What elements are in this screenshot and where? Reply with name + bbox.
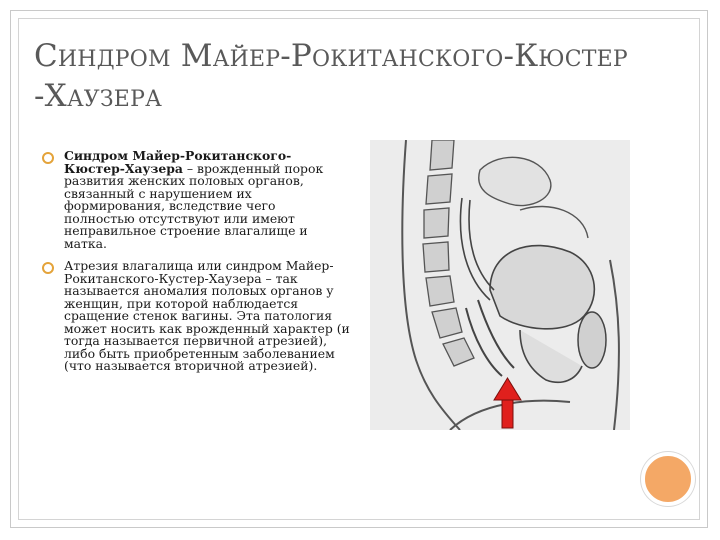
bullet-text [64, 260, 350, 373]
anatomy-illustration [370, 140, 630, 430]
bullet-circle-icon [42, 152, 54, 164]
bullet-body: Атрезия влагалища или синдром Майер-Рокитанского-Кустер-Хаузера – так называется аномалия половых органов у женщин, при которой наблюдается сращение стенок вагины. Эта патология может носить как врожденный характер (и тогда называется первичной атрезией), либо быть приобретенным заболеванием (что называется вторичной атрезией). [64, 258, 350, 373]
bullet-item [40, 150, 350, 250]
bullet-body: – врожденный порок развития женских половых органов, связанный с нарушением их формирования, вследствие чего полностью отсутствуют или имеют неправильное строение влагалище и матка. [64, 160, 324, 251]
bullet-bold-term: Синдром Майер-Рокитанского-Кюстер-Хаузера [64, 148, 292, 176]
slide-title-line-1: Синдром Майер-Рокитанского-Кюстер [34, 38, 628, 74]
slide-title [34, 36, 654, 116]
slide-title-line-2: -Хаузера [34, 78, 162, 114]
bullet-list [40, 150, 350, 383]
bullet-item [40, 260, 350, 373]
bullet-text [64, 150, 350, 250]
bullet-circle-icon [42, 262, 54, 274]
decorative-orange-circle [641, 452, 695, 506]
anatomy-sagittal-section-image [370, 140, 630, 430]
